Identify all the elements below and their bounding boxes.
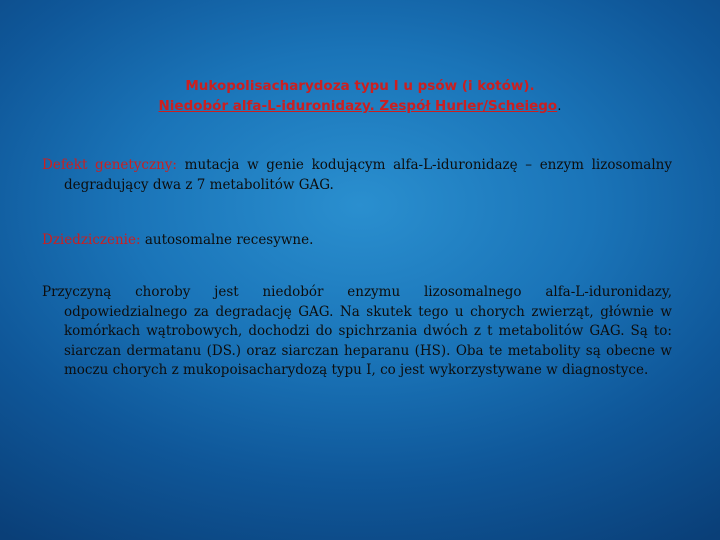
title-line-2-text: Niedobór alfa-L-iduronidazy. Zespół Hurler/Scheiego	[158, 98, 558, 114]
title-line-1: Mukopolisacharydoza typu I u psów (i kotów).	[185, 78, 535, 94]
title-line-2	[100, 96, 620, 116]
title-line-2-period: .	[557, 98, 562, 114]
cause-paragraph-block	[42, 283, 672, 381]
defect-text: mutacja w genie kodującym alfa-L-iduronidazę – enzym lizosomalny degradujący dwa z 7 metabolitów GAG.	[64, 157, 672, 193]
inheritance-text: autosomalne recesywne.	[140, 232, 314, 248]
defect-paragraph-block	[42, 156, 672, 195]
slide-title	[100, 76, 620, 116]
inheritance-paragraph-block	[42, 231, 672, 251]
inheritance-paragraph	[42, 231, 672, 251]
inheritance-label: Dziedziczenie:	[42, 232, 141, 248]
defect-paragraph	[42, 156, 672, 195]
cause-paragraph: Przyczyną choroby jest niedobór enzymu lizosomalnego alfa-L-iduronidazy, odpowiedzialnego za degradację GAG. Na skutek tego u chorych zwierząt, głównie w komórkach wątrobowych, dochodzi do spichrzania dwóch z t metabolitów GAG. Są to: siarczan dermatanu (DS.) oraz siarczan heparanu (HS). Oba te metabolity są obecne w moczu chorych z mukopoisacharydozą typu I, co jest wykorzystywane w diagnostyce.	[42, 284, 672, 378]
defect-label: Defekt genetyczny:	[42, 157, 177, 173]
